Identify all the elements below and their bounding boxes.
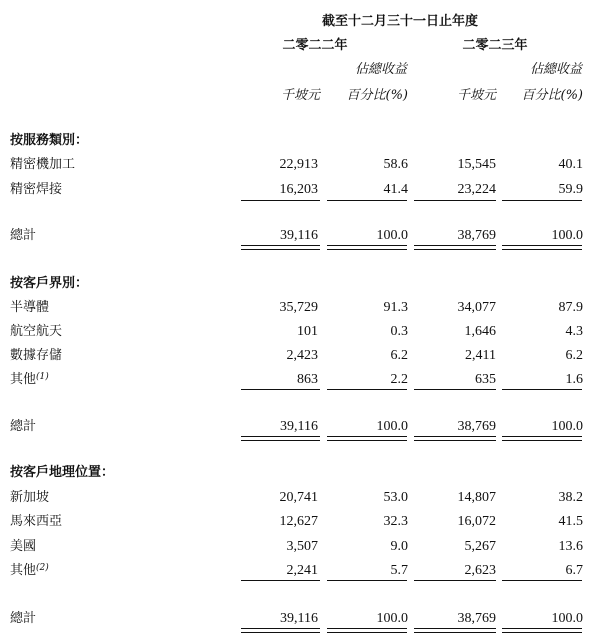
- pct-2022: 32.3: [383, 514, 408, 529]
- pct-2022: 0.3: [390, 324, 408, 339]
- pct-2022: 91.3: [383, 300, 408, 315]
- subtotal-rule: [502, 580, 582, 581]
- total-2023: 38,769: [457, 611, 496, 626]
- subtotal-rule: [327, 389, 407, 390]
- col-pct-2023: 百分比(%): [521, 88, 583, 103]
- total-2022: 39,116: [280, 611, 318, 626]
- subtotal-rule: [241, 580, 320, 581]
- value-2022: 16,203: [279, 182, 318, 197]
- pct-2023: 41.5: [558, 514, 583, 529]
- total-pct-2023: 100.0: [551, 228, 583, 243]
- subtotal-rule: [414, 389, 496, 390]
- value-2022: 35,729: [279, 300, 318, 315]
- total-2023: 38,769: [457, 228, 496, 243]
- value-2022: 22,913: [279, 157, 318, 172]
- row-label: 馬來西亞: [10, 514, 63, 529]
- value-2022: 863: [297, 372, 318, 387]
- total-double-rule: [327, 436, 407, 441]
- value-2022: 3,507: [286, 539, 318, 554]
- pct-2022: 53.0: [383, 490, 408, 505]
- pct-2022: 6.2: [390, 348, 408, 363]
- section-title-service: 按服務類別：: [10, 133, 89, 148]
- total-label: 總計: [10, 228, 37, 243]
- row-label: 數據存儲: [10, 348, 63, 363]
- total-double-rule: [502, 245, 582, 250]
- total-2022: 39,116: [280, 228, 318, 243]
- pct-2022: 9.0: [390, 539, 408, 554]
- value-2023: 14,807: [457, 490, 496, 505]
- pct-2023: 38.2: [558, 490, 583, 505]
- value-2023: 2,411: [465, 348, 496, 363]
- total-2023: 38,769: [457, 419, 496, 434]
- col-sgd-2022: 千坡元: [280, 88, 320, 103]
- subtotal-rule: [414, 200, 496, 201]
- value-2022: 12,627: [279, 514, 318, 529]
- pct-2022: 41.4: [383, 182, 408, 197]
- subtotal-rule: [241, 389, 320, 390]
- row-label: 半導體: [10, 300, 50, 315]
- total-double-rule: [327, 628, 407, 633]
- est-revenue-label-2022: 佔總收益: [354, 62, 407, 77]
- section-title-geo: 按客戶地理位置：: [10, 465, 115, 480]
- row-label: 其他$^{(2)}$: [10, 563, 49, 578]
- col-sgd-2023: 千坡元: [456, 88, 496, 103]
- row-label: 其他$^{(1)}$: [10, 372, 49, 387]
- value-2022: 2,241: [286, 563, 318, 578]
- total-pct-2022: 100.0: [376, 419, 408, 434]
- pct-2022: 2.2: [390, 372, 408, 387]
- value-2023: 15,545: [457, 157, 496, 172]
- pct-2023: 6.2: [565, 348, 583, 363]
- subtotal-rule: [502, 200, 582, 201]
- total-double-rule: [414, 436, 496, 441]
- pct-2023: 59.9: [558, 182, 583, 197]
- section-title-customer: 按客戶界別：: [10, 276, 89, 291]
- row-label: 精密機加工: [10, 157, 76, 172]
- row-label: 美國: [10, 539, 37, 554]
- pct-2022: 58.6: [383, 157, 408, 172]
- row-label: 航空航天: [10, 324, 63, 339]
- value-2023: 23,224: [457, 182, 496, 197]
- total-2022: 39,116: [280, 419, 318, 434]
- total-double-rule: [502, 628, 582, 633]
- total-label: 總計: [10, 611, 37, 626]
- value-2022: 101: [297, 324, 318, 339]
- est-revenue-label-2023: 佔總收益: [529, 62, 582, 77]
- total-double-rule: [241, 436, 320, 441]
- row-label: 精密焊接: [10, 182, 63, 197]
- subtotal-rule: [502, 389, 582, 390]
- value-2023: 2,623: [464, 563, 496, 578]
- total-double-rule: [414, 245, 496, 250]
- pct-2023: 87.9: [558, 300, 583, 315]
- value-2023: 16,072: [457, 514, 496, 529]
- footnote-marker: (2): [36, 563, 49, 573]
- subtotal-rule: [327, 200, 407, 201]
- total-label: 總計: [10, 419, 37, 434]
- total-double-rule: [502, 436, 582, 441]
- period-heading: 截至十二月三十一日止年度: [321, 14, 478, 29]
- pct-2023: 40.1: [558, 157, 583, 172]
- pct-2023: 13.6: [558, 539, 583, 554]
- value-2022: 20,741: [279, 490, 318, 505]
- value-2023: 34,077: [457, 300, 496, 315]
- subtotal-rule: [241, 200, 320, 201]
- year-2022-heading: 二零二二年: [282, 38, 348, 53]
- total-pct-2022: 100.0: [376, 611, 408, 626]
- footnote-marker: (1): [36, 372, 49, 382]
- total-pct-2022: 100.0: [376, 228, 408, 243]
- value-2023: 1,646: [464, 324, 496, 339]
- pct-2023: 6.7: [565, 563, 583, 578]
- total-double-rule: [414, 628, 496, 633]
- total-double-rule: [241, 245, 320, 250]
- year-2023-heading: 二零二三年: [462, 38, 528, 53]
- total-double-rule: [327, 245, 407, 250]
- subtotal-rule: [414, 580, 496, 581]
- total-double-rule: [241, 628, 320, 633]
- value-2023: 5,267: [464, 539, 496, 554]
- value-2022: 2,423: [286, 348, 318, 363]
- row-label: 新加坡: [10, 490, 50, 505]
- subtotal-rule: [327, 580, 407, 581]
- total-pct-2023: 100.0: [551, 419, 583, 434]
- pct-2022: 5.7: [390, 563, 408, 578]
- col-pct-2022: 百分比(%): [346, 88, 408, 103]
- pct-2023: 1.6: [565, 372, 583, 387]
- pct-2023: 4.3: [565, 324, 583, 339]
- value-2023: 635: [475, 372, 496, 387]
- total-pct-2023: 100.0: [551, 611, 583, 626]
